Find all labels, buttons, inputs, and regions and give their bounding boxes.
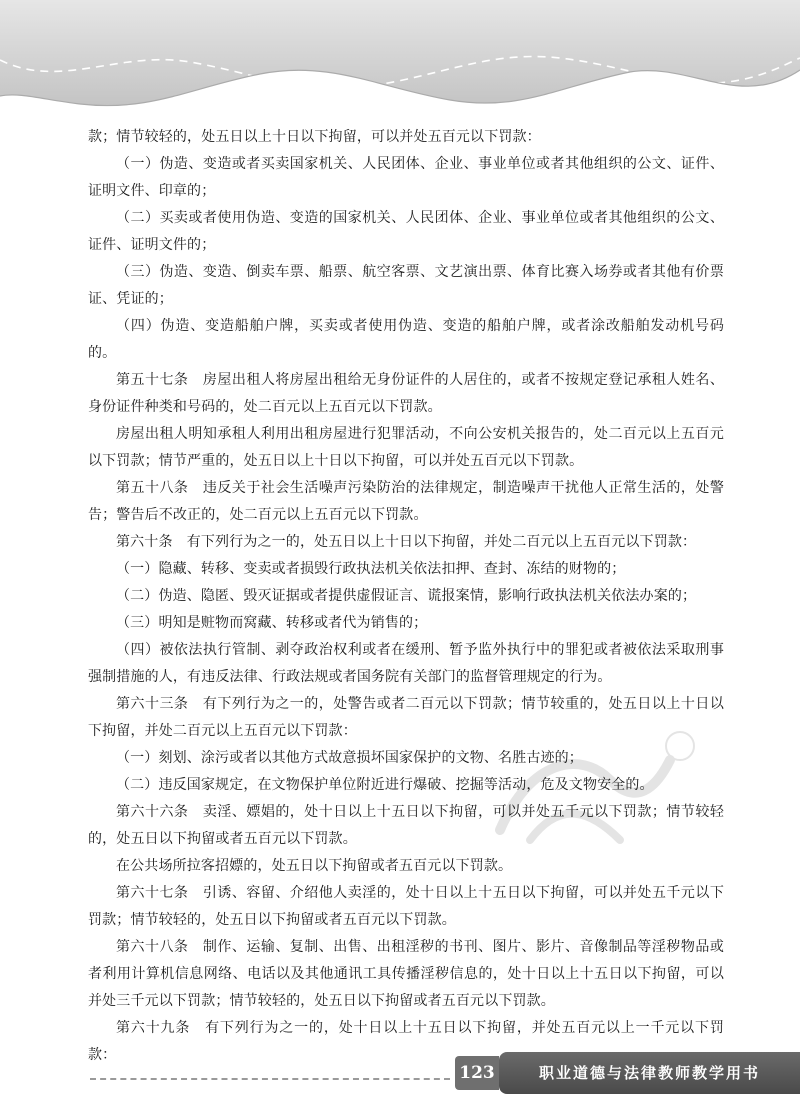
paragraph: （四）被依法执行管制、剥夺政治权利或者在缓刑、暂予监外执行中的罪犯或者被依法采取刑事强制措施的人，有违反法律、行政法规或者国务院有关部门的监督管理规定的行为。 xyxy=(88,642,724,685)
paragraph: 第六十条 有下列行为之一的，处五日以上十日以下拘留，并处二百元以上五百元以下罚款： xyxy=(116,534,697,550)
paragraph: （四）伪造、变造船舶户牌，买卖或者使用伪造、变造的船舶户牌，或者涂改船舶发动机号码的。 xyxy=(88,318,724,361)
paragraph: 房屋出租人明知承租人利用出租房屋进行犯罪活动，不向公安机关报告的，处二百元以上五百元以下罚款；情节严重的，处五日以上十日以下拘留，可以并处五百元以下罚款。 xyxy=(88,426,724,469)
book-title: 职业道德与法律教师教学用书 xyxy=(499,1052,800,1094)
page-number: 123 xyxy=(455,1056,499,1090)
header-wave-band xyxy=(0,0,800,120)
paragraph: 第六十九条 有下列行为之一的，处十日以上十五日以下拘留，并处五百元以上一千元以下罚款： xyxy=(88,1020,724,1063)
paragraph: （二）违反国家规定，在文物保护单位附近进行爆破、挖掘等活动，危及文物安全的。 xyxy=(116,777,654,793)
paragraph: 第五十七条 房屋出租人将房屋出租给无身份证件的人居住的，或者不按规定登记承租人姓名、身份证件种类和号码的，处二百元以上五百元以下罚款。 xyxy=(88,372,724,415)
paragraph: 第六十八条 制作、运输、复制、出售、出租淫秽的书刊、图片、影片、音像制品等淫秽物品或者利用计算机信息网络、电话以及其他通讯工具传播淫秽信息的，处十日以上十五日以下拘留，可以并处三千元以下罚款；情节较轻的，处五日以下拘留或者五百元以下罚款。 xyxy=(88,939,724,1009)
paragraph: 在公共场所拉客招嫖的，处五日以下拘留或者五百元以下罚款。 xyxy=(116,858,513,874)
paragraph: （二）伪造、隐匿、毁灭证据或者提供虚假证言、谎报案情，影响行政执法机关依法办案的； xyxy=(116,588,697,604)
paragraph: 第五十八条 违反关于社会生活噪声污染防治的法律规定，制造噪声干扰他人正常生活的，处警告；警告后不改正的，处二百元以上五百元以下罚款。 xyxy=(88,480,724,523)
paragraph: （三）伪造、变造、倒卖车票、船票、航空客票、文艺演出票、体育比赛入场券或者其他有价票证、凭证的； xyxy=(88,264,724,307)
paragraph: 款；情节较轻的，处五日以上十日以下拘留，可以并处五百元以下罚款： xyxy=(88,129,541,145)
page-footer xyxy=(0,1040,800,1117)
page-body-text xyxy=(88,124,724,1069)
footer-divider xyxy=(90,1078,450,1080)
paragraph: （一）伪造、变造或者买卖国家机关、人民团体、企业、事业单位或者其他组织的公文、证件、证明文件、印章的； xyxy=(88,156,724,199)
paragraph: 第六十三条 有下列行为之一的，处警告或者二百元以下罚款；情节较重的，处五日以上十日以下拘留，并处二百元以上五百元以下罚款： xyxy=(88,696,724,739)
paragraph: 第六十七条 引诱、容留、介绍他人卖淫的，处十日以上十五日以下拘留，可以并处五千元以下罚款；情节较轻的，处五日以下拘留或者五百元以下罚款。 xyxy=(88,885,724,928)
paragraph: 第六十六条 卖淫、嫖娼的，处十日以上十五日以下拘留，可以并处五千元以下罚款；情节较轻的，处五日以下拘留或者五百元以下罚款。 xyxy=(88,804,724,847)
paragraph: （一）刻划、涂污或者以其他方式故意损坏国家保护的文物、名胜古迹的； xyxy=(116,750,583,766)
paragraph: （三）明知是赃物而窝藏、转移或者代为销售的； xyxy=(116,615,428,631)
paragraph: （一）隐藏、转移、变卖或者损毁行政执法机关依法扣押、查封、冻结的财物的； xyxy=(116,561,626,577)
paragraph: （二）买卖或者使用伪造、变造的国家机关、人民团体、企业、事业单位或者其他组织的公文、证件、证明文件的； xyxy=(88,210,724,253)
